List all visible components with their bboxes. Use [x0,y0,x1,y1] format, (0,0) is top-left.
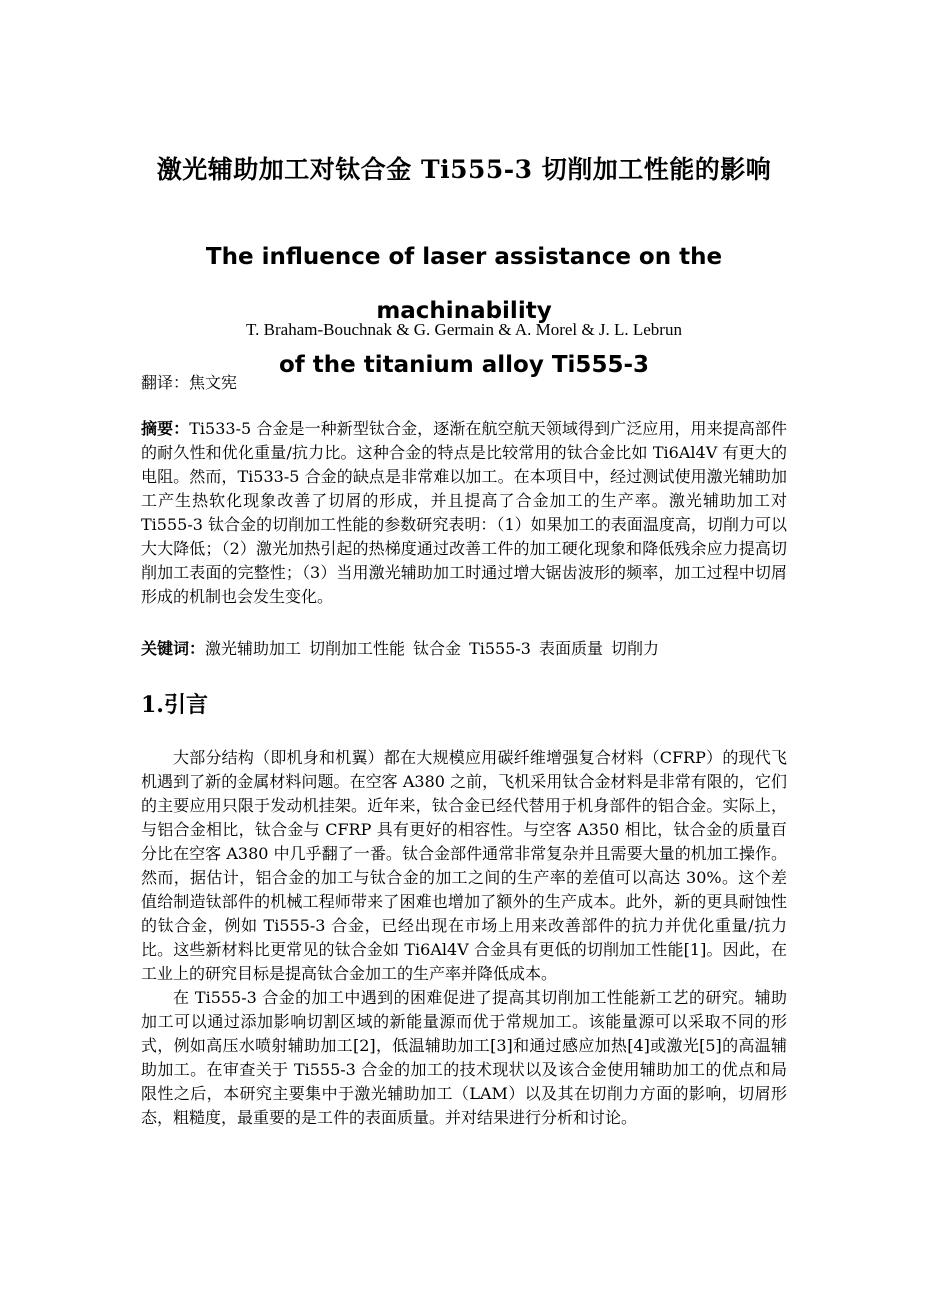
keywords [141,637,787,661]
keywords-label: 关键词： [141,639,206,658]
keyword: 钛合金 [413,639,462,658]
keyword: 表面质量 [538,639,603,658]
title-chinese: 激光辅助加工对钛合金 Ti555-3 切削加工性能的影响 [156,155,772,184]
section-heading-introduction: 1.引言 [141,692,208,718]
introduction-body [141,746,787,1130]
paragraph: 大部分结构（即机身和机翼）都在大规模应用碳纤维增强复合材料（CFRP）的现代飞机遇到了新的金属材料问题。在空客 A380 之前，飞机采用钛合金材料是非常有限的，它们的主要应用只限于发动机挂架。近年来，钛合金已经代替用于机身部件的铝合金。实际上，与铝合金相比，钛合金与 CFRP 具有更好的相容性。与空客 A350 相比，钛合金的质量百分比在空客 A380 中几乎翻了一番。钛合金部件通常非常复杂并且需要大量的机加工操作。然而，据估计，铝合金的加工与钛合金的加工之间的生产率的差值可以高达 30%。这个差值给制造钛部件的机械工程师带来了困难也增加了额外的生产成本。此外，新的更具耐蚀性的钛合金，例如 Ti555-3 合金，已经出现在市场上用来改善部件的抗力并优化重量/抗力比。这些新材料比更常见的钛合金如 Ti6Al4V 合金具有更低的切削加工性能[1]。因此，在工业上的研究目标是提高钛合金加工的生产率并降低成本。 [141,748,787,983]
title-english-line-1: The influence of laser assistance on the machinability [205,244,723,324]
paragraph: 在 Ti555-3 合金的加工中遇到的困难促进了提高其切削加工性能新工艺的研究。辅助加工可以通过添加影响切割区域的新能量源而优于常规加工。该能量源可以采取不同的形式，例如高压水喷射辅助加工[2]，低温辅助加工[3]和通过感应加热[4]或激光[5]的高温辅助加工。在审查关于 Ti555-3 合金的加工的技术现状以及该合金使用辅助加工的优点和局限性之后，本研究主要集中于激光辅助加工（LAM）以及其在切削力方面的影响，切屑形态，粗糙度，最重要的是工件的表面质量。并对结果进行分析和讨论。 [141,988,787,1127]
abstract [141,417,787,609]
author-list: T. Braham-Bouchnak & G. Germain & A. Morel & J. L. Lebrun [246,320,682,339]
title-english-line-2: of the titanium alloy Ti555-3 [278,352,649,378]
keyword: 切削力 [611,639,660,658]
abstract-text: Ti533-5 合金是一种新型钛合金，逐渐在航空航天领域得到广泛应用，用来提高部件的耐久性和优化重量/抗力比。这种合金的特点是比较常用的钛合金比如 Ti6Al4V 有更大的电阻。然而，Ti533-5 合金的缺点是非常难以加工。在本项目中，经过测试使用激光辅助加工产生热软化现象改善了切屑的形成，并且提高了合金加工的生产率。激光辅助加工对 Ti555-3 钛合金的切削加工性能的参数研究表明：（1）如果加工的表面温度高，切削力可以大大降低；（2）激光加热引起的热梯度通过改善工件的加工硬化现象和降低残余应力提高切削加工表面的完整性；（3）当用激光辅助加工时通过增大锯齿波形的频率，加工过程中切屑形成的机制也会发生变化。 [141,419,787,606]
abstract-label: 摘要： [141,419,190,438]
title-english [141,230,787,392]
keyword: Ti555-3 [469,639,531,658]
keyword: 激光辅助加工 [205,639,302,658]
translator-credit: 翻译：焦文宪 [141,373,238,392]
keyword: 切削加工性能 [309,639,406,658]
